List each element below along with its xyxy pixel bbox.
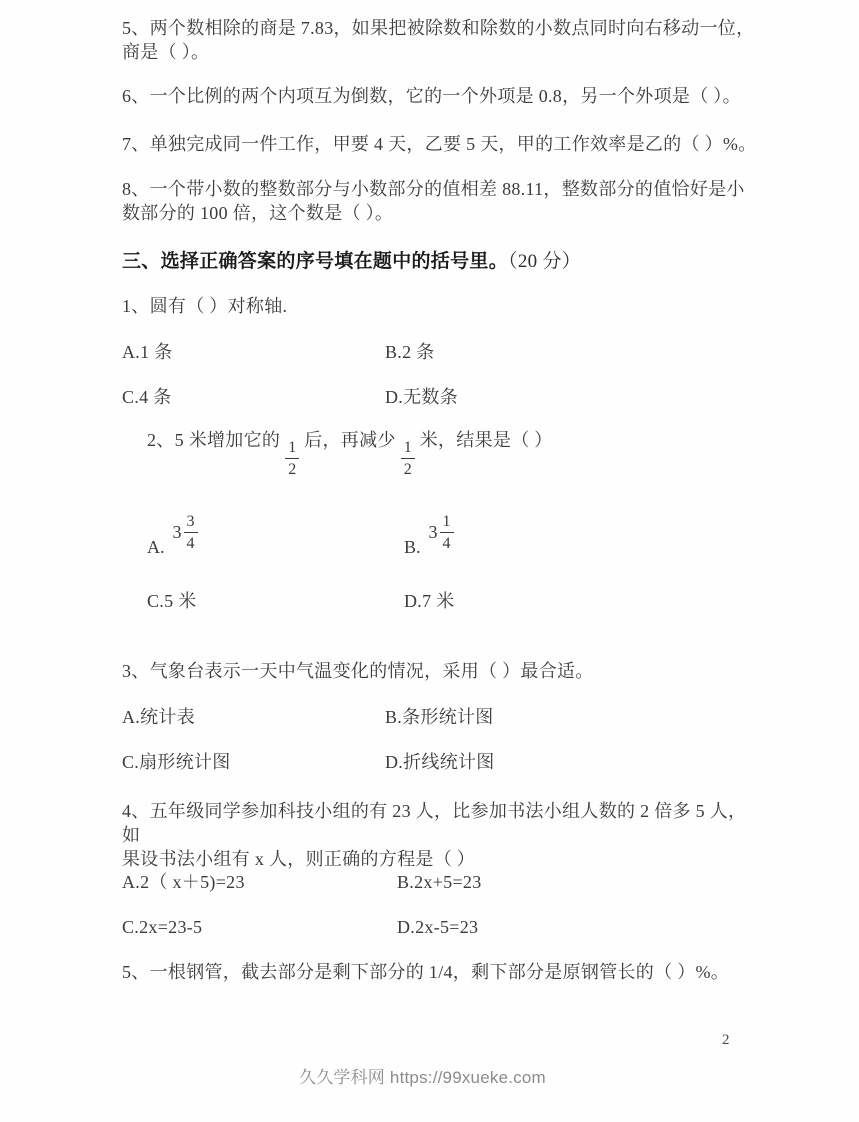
choice-q3-option-d: D.折线统计图	[385, 752, 495, 772]
fillin-q5-line2: 商是（ ）。	[122, 42, 210, 62]
choice-q4-line1: 4、五年级同学参加科技小组的有 23 人，比参加书法小组人数的 2 倍多 5 人，如	[122, 801, 747, 845]
section-3-heading-score: （20 分）	[508, 251, 582, 272]
choice-q4-options-row-2	[122, 915, 762, 939]
choice-q2-text-prefix: 2、5 米增加它的	[147, 430, 281, 450]
choice-q1-option-a: A.1 条	[122, 342, 173, 362]
fillin-question-5	[122, 16, 762, 64]
fraction-one-half-icon	[285, 438, 299, 479]
fraction-denominator: 2	[403, 461, 412, 478]
choice-q2-option-c: C.5 米	[147, 591, 197, 611]
choice-question-5: 5、一根钢管，截去部分是剩下部分的 1/4，剩下部分是原钢管长的（ ）%。	[122, 962, 730, 982]
choice-q2-options-row-1	[147, 511, 747, 558]
fraction-three-quarters-icon	[184, 512, 198, 553]
footer-watermark: 久久学科网 https://99xueke.com	[299, 1068, 546, 1087]
fraction-denominator: 2	[288, 461, 297, 478]
mixed-number-whole: 3	[172, 522, 182, 542]
mixed-number-three-and-three-quarters	[173, 512, 198, 553]
choice-q1-option-c: C.4 条	[122, 387, 172, 407]
choice-q2-text-mid: 后，再减少	[304, 430, 396, 450]
mixed-number-three-and-one-quarter	[429, 512, 454, 553]
choice-q2-option-d: D.7 米	[404, 591, 455, 611]
fraction-numerator: 1	[440, 512, 454, 533]
choice-q4-option-c: C.2x=23-5	[122, 917, 203, 937]
fillin-question-7: 7、单独完成同一件工作，甲要 4 天，乙要 5 天，甲的工作效率是乙的（ ）%。	[122, 134, 757, 154]
choice-q2-option-a	[147, 512, 198, 558]
choice-q3-options-row-1	[122, 705, 762, 729]
choice-q4-option-b: B.2x+5=23	[397, 872, 482, 892]
choice-q3-option-b: B.条形统计图	[385, 707, 494, 727]
choice-q4-option-a: A.2（ x＋5)=23	[122, 872, 245, 892]
mixed-number-whole: 3	[428, 522, 438, 542]
fraction-denominator: 4	[442, 535, 451, 552]
fillin-question-6: 6、一个比例的两个内项互为倒数，它的一个外项是 0.8，另一个外项是（ ）。	[122, 86, 741, 106]
choice-q1-option-b: B.2 条	[385, 342, 435, 362]
choice-q1-options-row-2	[122, 385, 762, 409]
fraction-numerator: 1	[401, 438, 415, 459]
fillin-q5-line1: 5、两个数相除的商是 7.83，如果把被除数和除数的小数点同时向右移动一位，	[122, 18, 755, 38]
choice-q2-option-b-label: B.	[404, 537, 421, 557]
choice-q1-options-row-1	[122, 340, 762, 364]
choice-q3-option-c: C.扇形统计图	[122, 752, 231, 772]
choice-q2-text-suffix: 米，结果是（ ）	[419, 430, 553, 450]
fillin-question-8	[122, 177, 762, 225]
fraction-denominator: 4	[186, 535, 195, 552]
choice-question-1: 1、圆有（ ）对称轴.	[122, 296, 288, 316]
choice-q1-option-d: D.无数条	[385, 387, 458, 407]
choice-q2-option-a-label: A.	[147, 537, 165, 557]
fillin-q8-line1: 8、一个带小数的整数部分与小数部分的值相差 88.11，整数部分的值恰好是小	[122, 179, 745, 199]
fraction-one-half-icon	[401, 438, 415, 479]
fraction-numerator: 3	[184, 512, 198, 533]
section-3-heading	[122, 250, 762, 274]
choice-q3-options-row-2	[122, 750, 762, 774]
choice-q4-line2: 果设书法小组有 x 人，则正确的方程是（ ）	[122, 849, 476, 869]
choice-q2-option-b	[404, 512, 454, 558]
page-number: 2	[722, 1032, 730, 1048]
section-3-heading-title: 三、选择正确答案的序号填在题中的括号里。	[122, 251, 509, 272]
choice-q2-options-row-2	[147, 589, 787, 613]
fraction-one-quarter-icon	[440, 512, 454, 553]
choice-q4-options-row-1	[122, 870, 762, 894]
choice-q4-option-d: D.2x-5=23	[397, 917, 479, 937]
choice-q3-option-a: A.统计表	[122, 707, 195, 727]
choice-question-2	[147, 428, 787, 479]
choice-question-3: 3、气象台表示一天中气温变化的情况，采用（ ）最合适。	[122, 661, 594, 681]
fraction-numerator: 1	[285, 438, 299, 459]
fillin-q8-line2: 数部分的 100 倍，这个数是（ ）。	[122, 203, 394, 223]
choice-question-4	[122, 799, 762, 871]
